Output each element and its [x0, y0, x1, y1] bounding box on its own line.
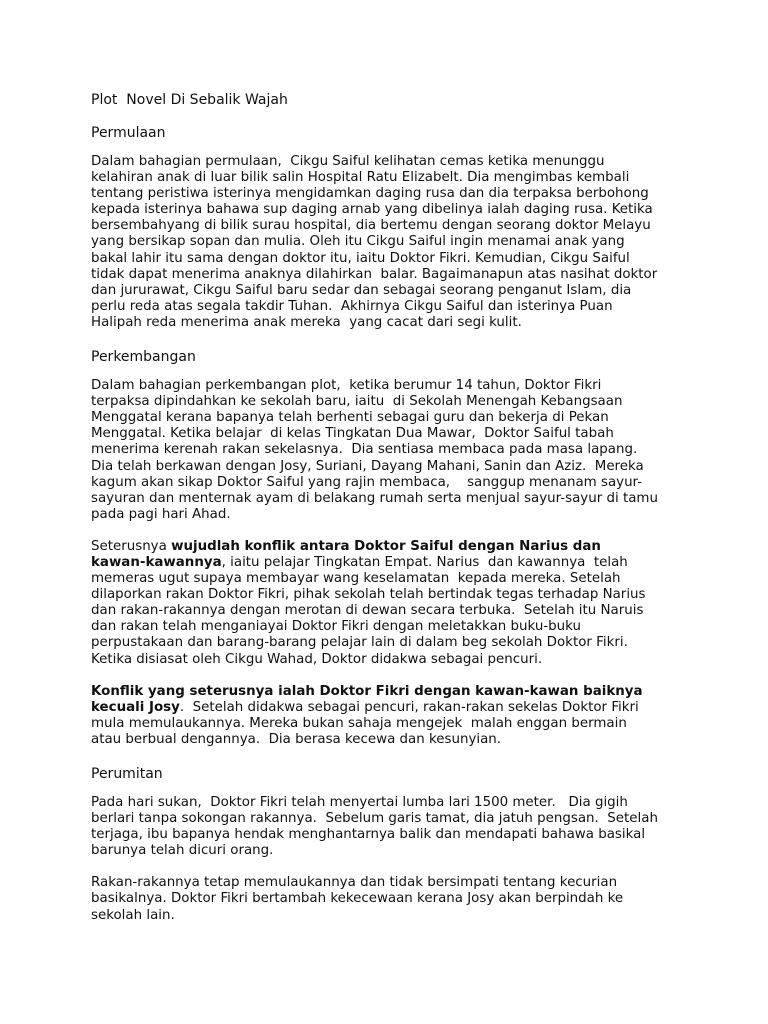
text-line: kagum akan sikap Doktor Saiful yang rajin membaca, sanggup menanam sayur- — [91, 474, 643, 490]
text-line — [91, 700, 728, 716]
text-line — [91, 555, 728, 571]
text-run: , iaitu pelajar Tingkatan Empat. Narius dan kawannya telah — [221, 554, 628, 570]
text-line: Rakan-rakannya tetap memulaukannya dan tidak bersimpati tentang kecurian — [91, 875, 618, 891]
bold-phrase: kawan-kawannya — [91, 554, 222, 570]
text-line: atau berbual dengannya. Dia berasa kecewa dan kesunyian. — [91, 731, 502, 747]
text-run: Seterusnya — [91, 538, 172, 554]
paragraph-perkembangan-1 — [91, 378, 728, 523]
text-line: tentang peristiwa isterinya mengidamkan daging rusa dan dia terpaksa berbohong — [91, 186, 649, 202]
text-line: bersembahyang di bilik surau hospital, dia bertemu dengan seorang doktor Melayu — [91, 218, 651, 234]
text-line: Dalam bahagian permulaan, Cikgu Saiful kelihatan cemas ketika menunggu — [91, 154, 605, 169]
text-line: berlari tanpa sokongan rakannya. Sebelum garis tamat, dia jatuh pengsan. Setelah — [91, 811, 658, 827]
text-line: perpustakaan dan barang-barang pelajar lain di dalam beg sekolah Doktor Fikri. — [91, 635, 628, 651]
section-heading-perumitan: Perumitan — [91, 766, 163, 782]
text-line: tidak dapat menerima anaknya dilahirkan balar. Bagaimanapun atas nasihat doktor — [91, 266, 658, 282]
text-line: basikalnya. Doktor Fikri bertambah kekecewaan kerana Josy akan berpindah ke — [91, 891, 624, 907]
text-line — [91, 684, 728, 700]
bold-phrase: wujudlah konflik antara Doktor Saiful dengan Narius dan — [171, 538, 601, 554]
text-line — [91, 539, 728, 555]
text-line: terpaksa dipindahkan ke sekolah baru, iaitu di Sekolah Menengah Kebangsaan — [91, 394, 623, 410]
paragraph-permulaan-1 — [91, 154, 728, 331]
text-line: Ketika disiasat oleh Cikgu Wahad, Doktor didakwa sebagai pencuri. — [91, 651, 543, 667]
section-heading-perkembangan: Perkembangan — [91, 349, 196, 366]
paragraph-perkembangan-2 — [91, 539, 728, 668]
text-line: menerima kerenah rakan sekelasnya. Dia sentiasa membaca pada masa lapang. — [91, 442, 638, 458]
text-line: kepada isterinya bahawa sup daging arnab yang dibelinya ialah daging rusa. Ketika — [91, 202, 653, 218]
text-line: Pada hari sukan, Doktor Fikri telah menyertai lumba lari 1500 meter. Dia gigih — [91, 795, 628, 810]
text-line: kelahiran anak di luar bilik salin Hospital Ratu Elizabelt. Dia mengimbas kembali — [91, 170, 630, 186]
text-line: bakal lahir itu sama dengan doktor itu, iaitu Doktor Fikri. Kemudian, Cikgu Saiful — [91, 250, 630, 266]
text-line: dan rakan-rakannya dengan merotan di dewan secara terbuka. Setelah itu Naruis — [91, 603, 644, 619]
text-line: dan jururawat, Cikgu Saiful baru sedar dan sebagai seorang penganut Islam, dia — [91, 282, 632, 298]
text-line: mula memulaukannya. Mereka bukan sahaja mengejek malah enggan bermain — [91, 715, 627, 731]
section-heading-permulaan: Permulaan — [91, 125, 166, 141]
paragraph-perkembangan-3 — [91, 684, 728, 748]
text-line: Menggatal kerana bapanya telah berhenti sebagai guru dan bekerja di Pekan — [91, 410, 609, 426]
text-line: sayuran dan menternak ayam di belakang rumah serta menjual sayur-sayur di tamu — [91, 490, 658, 506]
text-line: terjaga, ibu bapanya hendak menghantarnya balik dan mendapati bahawa basikal — [91, 827, 646, 843]
text-run: . Setelah didakwa sebagai pencuri, rakan-rakan sekelas Doktor Fikri — [179, 699, 639, 715]
paragraph-perumitan-2 — [91, 875, 728, 923]
bold-phrase: kecuali Josy — [91, 699, 180, 715]
text-line: dilaporkan rakan Doktor Fikri, pihak sekolah telah bertindak tegas terhadap Narius — [91, 587, 646, 603]
text-line: Dalam bahagian perkembangan plot, ketika berumur 14 tahun, Doktor Fikri — [91, 378, 602, 394]
text-line: Dia telah berkawan dengan Josy, Suriani, Dayang Mahani, Sanin dan Aziz. Mereka — [91, 458, 644, 474]
text-line: Halipah reda menerima anak mereka yang cacat dari segi kulit. — [91, 314, 522, 330]
text-line: Menggatal. Ketika belajar di kelas Tingkatan Dua Mawar, Doktor Saiful tabah — [91, 426, 614, 442]
text-line: sekolah lain. — [91, 907, 175, 923]
text-line: memeras ugut supaya membayar wang keselamatan kepada mereka. Setelah — [91, 571, 621, 587]
text-line: yang bersikap sopan dan mulia. Oleh itu Cikgu Saiful ingin menamai anak yang — [91, 234, 625, 250]
text-line: perlu reda atas segala takdir Tuhan. Akhirnya Cikgu Saiful dan isterinya Puan — [91, 298, 613, 314]
text-line: dan rakan telah menganiayai Doktor Fikri dengan meletakkan buku-buku — [91, 619, 581, 635]
text-line: barunya telah dicuri orang. — [91, 843, 274, 859]
text-line: pada pagi hari Ahad. — [91, 506, 231, 522]
paragraph-perumitan-1 — [91, 795, 728, 859]
document-title: Plot Novel Di Sebalik Wajah — [91, 92, 288, 108]
bold-phrase: Konflik yang seterusnya ialah Doktor Fikri dengan kawan-kawan baiknya — [91, 683, 643, 699]
